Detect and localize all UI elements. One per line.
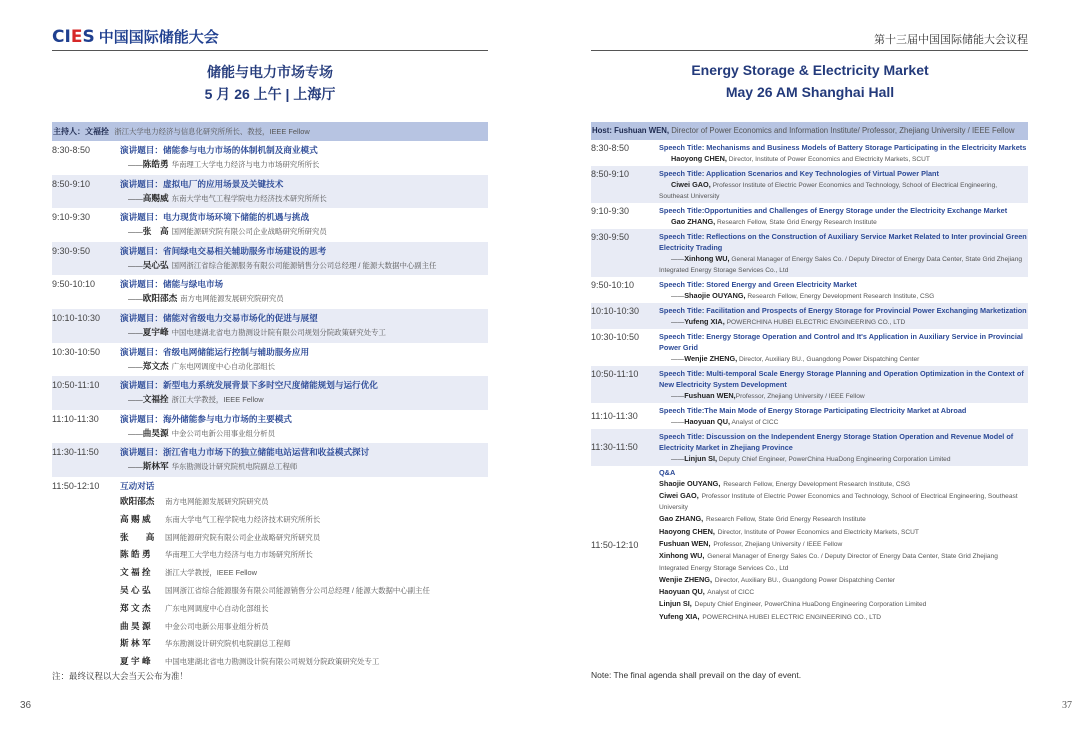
session-row [52, 309, 488, 343]
session-content [659, 303, 1028, 329]
session-row [52, 208, 488, 242]
host-title: Director of Power Economics and Information Institute/ Professor, Zhejiang University / IEEE Fellow [669, 126, 1015, 135]
speech-title: Speech Title:Opportunities and Challenges of Energy Storage under the Electricity Exchange Market [659, 205, 1008, 215]
panelist [659, 538, 1028, 550]
panelist-name: 高 赐 威 [120, 513, 151, 524]
panelist [120, 529, 488, 547]
speaker-line [659, 453, 1028, 466]
speaker-name: 吴心弘 [142, 259, 169, 270]
panelist-affiliation: POWERCHINA HUBEI ELECTRIC ENGINEERING CO., LTD [700, 613, 882, 621]
panelist [120, 511, 488, 529]
speaker-name: Gao ZHANG, [671, 216, 716, 226]
session-content [120, 309, 488, 343]
speech-title: Speech Title: Application Scenarios and Key Technologies of Virtual Power Plant [659, 168, 939, 178]
speech-title: Speech Title: Stored Energy and Green Electricity Market [659, 279, 857, 289]
speaker-line [659, 416, 1028, 429]
panelist-name: Yufeng XIA, [659, 611, 700, 621]
session-row [591, 403, 1028, 429]
panelist [659, 598, 1028, 610]
panelist-name: Fushuan WEN, [659, 538, 711, 548]
speaker-line [659, 153, 1028, 166]
speaker-name: Shaojie OUYANG, [684, 290, 746, 300]
session-content [659, 229, 1028, 277]
speaker-line [120, 224, 488, 242]
session-row [52, 242, 488, 276]
panelist [120, 582, 488, 600]
page-number: 36 [20, 700, 32, 711]
panelist-name: 斯 林 军 [120, 638, 151, 649]
dash: —— [128, 294, 143, 304]
time-slot: 8:30-8:50 [591, 142, 630, 153]
speaker-affiliation: 国网浙江省综合能源服务有限公司能源销售分公司总经理 / 能源大数据中心副主任 [171, 260, 437, 270]
panelist-name: 陈 皓 勇 [120, 549, 151, 560]
speaker-line [659, 390, 1028, 403]
header-divider [52, 50, 488, 51]
dash: —— [671, 418, 685, 426]
speaker-line [120, 157, 488, 175]
session-content [659, 277, 1028, 303]
session-row [52, 275, 488, 309]
speaker-line [659, 353, 1028, 366]
panelist [659, 526, 1028, 538]
session-content [659, 203, 1028, 229]
speaker-name: 文福拴 [142, 394, 169, 405]
time-slot: 8:50-9:10 [52, 178, 91, 189]
time-slot: 11:50-12:10 [591, 540, 639, 551]
speech-title: 演讲题目：储能参与电力市场的体制机制及商业模式 [120, 145, 318, 155]
speaker-line [120, 459, 488, 477]
speaker-affiliation: 浙江大学教授，IEEE Fellow [171, 395, 264, 405]
speaker-affiliation: Professor, Zhejiang University / IEEE Fellow [735, 392, 865, 400]
panelist-name: Linjun SI, [659, 599, 692, 609]
time-slot: 9:10-9:30 [52, 212, 91, 223]
session-content [120, 141, 488, 175]
speaker-affiliation: 华东勘测设计研究院机电院副总工程师 [171, 462, 298, 472]
page-title: Energy Storage & Electricity Market [691, 62, 929, 78]
speech-title: 演讲题目：电力现货市场环境下储能的机遇与挑战 [120, 212, 310, 223]
speaker-line [120, 426, 488, 444]
time-slot: 11:30-11:50 [52, 447, 99, 458]
panelist-affiliation: 东南大学电气工程学院电力经济技术研究所所长 [165, 514, 321, 524]
panelist-list [120, 493, 488, 673]
panelist-affiliation: 广东电网调度中心自动化部组长 [165, 603, 269, 613]
speaker-affiliation: Analyst of CICC [730, 418, 779, 426]
page-number: 37 [1062, 700, 1072, 711]
panelist [120, 493, 488, 511]
speaker-line [120, 258, 488, 276]
speech-title: Speech Title:The Main Mode of Energy Storage Participating Electricity Market at Abroad [659, 405, 967, 415]
panelist [659, 550, 1028, 574]
session-row [591, 366, 1028, 403]
speaker-line [659, 290, 1028, 303]
host-label: 主持人： [53, 127, 85, 136]
panelist-name: 夏 宇 峰 [120, 656, 151, 667]
speech-title: Speech Title: Facilitation and Prospects of Energy Storage for Provincial Power Exchanging Marketization [659, 305, 1027, 315]
panelist-name: Wenjie ZHENG, [659, 574, 712, 584]
qa-label: 互动对话 [120, 480, 155, 491]
session-row [52, 443, 488, 477]
speaker-affiliation: 南方电网能源发展研究院研究员 [180, 294, 284, 304]
panelist [120, 635, 488, 653]
speaker-line [120, 359, 488, 377]
panelist-name: 曲 昊 源 [120, 620, 151, 631]
time-slot: 10:30-10:50 [591, 331, 640, 342]
session-content [659, 429, 1028, 466]
panelist-name: Haoyuan QU, [659, 587, 705, 597]
speaker-affiliation: 国网能源研究院有限公司企业战略研究所研究员 [171, 227, 327, 237]
speaker-name: Yufeng XIA, [684, 316, 725, 326]
session-content [659, 166, 1028, 203]
time-slot: 9:50-10:10 [591, 279, 635, 290]
panelist-affiliation: 浙江大学教授，IEEE Fellow [165, 568, 257, 578]
speech-title: 演讲题目：省间绿电交易相关辅助服务市场建设的思考 [120, 245, 327, 256]
panelist-affiliation: 南方电网能源发展研究院研究员 [165, 496, 269, 506]
session-content [659, 329, 1028, 366]
speech-title: 演讲题目：海外储能参与电力市场的主要模式 [120, 413, 292, 424]
speaker-name: 郑文杰 [142, 360, 169, 371]
panelist [659, 478, 1028, 490]
dash: —— [128, 227, 143, 237]
session-content [120, 275, 488, 309]
qa-row [591, 466, 1028, 626]
time-slot: 10:50-11:10 [591, 368, 639, 379]
speaker-affiliation: POWERCHINA HUBEI ELECTRIC ENGINEERING CO., LTD [724, 318, 906, 326]
speaker-name: Ciwei GAO, [671, 179, 711, 189]
time-slot: 9:30-9:50 [52, 245, 91, 256]
time-slot: 10:10-10:30 [591, 305, 640, 316]
panelist-affiliation: Analyst of CICC [705, 589, 755, 597]
speaker-affiliation: Director, Auxiliary BU., Guangdong Power Dispatching Center [737, 355, 920, 363]
host-label: Host: Fushuan WEN, [592, 126, 670, 135]
time-slot: 10:50-11:10 [52, 380, 100, 391]
session-content [659, 366, 1028, 403]
dash: —— [671, 255, 685, 263]
dash: —— [671, 355, 685, 363]
speaker-affiliation: 广东电网调度中心自动化部组长 [171, 361, 276, 371]
dash: —— [671, 455, 685, 463]
time-slot: 9:30-9:50 [591, 231, 630, 242]
speech-title: 演讲题目：新型电力系统发展背景下多时空尺度储能规划与运行优化 [120, 380, 378, 391]
speaker-affiliation: General Manager of Energy Sales Co. / Deputy Director of Energy Data Center, State Grid Zhejiang Integrated Energy Storage Services Co., Ltd [659, 255, 1023, 274]
dash: —— [128, 361, 143, 371]
speaker-affiliation: Research Fellow, Energy Development Research Institute, CSG [745, 292, 935, 300]
panelist-affiliation: Research Fellow, Energy Development Research Institute, CSG [721, 480, 911, 488]
dash: —— [128, 160, 143, 169]
speech-title: 演讲题目：浙江省电力市场下的独立储能电站运营和收益模式探讨 [120, 447, 370, 458]
speaker-line [120, 325, 488, 343]
time-slot: 11:10-11:30 [591, 410, 638, 421]
panelist-affiliation: Research Fellow, State Grid Energy Research Institute [704, 516, 866, 524]
panelist [659, 586, 1028, 598]
dash: —— [128, 428, 143, 438]
page-title: 储能与电力市场专场 [207, 64, 333, 80]
speaker-name: Xinhong WU, [684, 253, 730, 263]
panelist-name: Ciwei GAO, [659, 490, 699, 500]
session-row [591, 229, 1028, 277]
time-slot: 11:50-12:10 [52, 480, 100, 491]
speaker-affiliation: 华南理工大学电力经济与电力市场研究所所长 [171, 160, 320, 169]
speech-title: Speech Title: Discussion on the Independent Energy Storage Station Operation and Revenue Model of Electricity Market in Zhejiang Province [659, 431, 1014, 452]
session-content [120, 410, 488, 444]
speaker-line [659, 316, 1028, 329]
session-content [659, 403, 1028, 429]
speaker-name: Linjun SI, [684, 453, 718, 463]
speaker-line [659, 216, 1028, 229]
panelist [659, 574, 1028, 586]
time-slot: 8:50-9:10 [591, 168, 630, 179]
page-subtitle: May 26 AM Shanghai Hall [725, 84, 895, 100]
panelist-name: 欧阳邵杰 [120, 495, 155, 506]
speech-title: 演讲题目：储能对省级电力交易市场化的促进与展望 [120, 312, 318, 323]
session-row [591, 277, 1028, 303]
session-content [120, 343, 488, 377]
speech-title: Speech Title: Mechanisms and Business Models of Battery Storage Participating in the Electricity Markets [659, 142, 1027, 152]
dash: —— [671, 318, 685, 326]
speaker-affiliation: 中国电建湖北省电力勘测设计院有限公司规划分院政策研究处专工 [171, 327, 386, 337]
speaker-line [659, 253, 1028, 277]
panelist-affiliation: Director, Institute of Power Economics and Electricity Markets, SCUT [715, 528, 919, 536]
dash: —— [671, 292, 685, 300]
panelist-affiliation: 国网能源研究院有限公司企业战略研究所研究员 [165, 532, 321, 542]
panelist [120, 564, 488, 582]
session-content [120, 175, 488, 209]
speaker-affiliation: 中金公司电新公用事业组分析员 [171, 428, 276, 438]
panelist-affiliation: 华东勘测设计研究院机电院副总工程师 [165, 639, 291, 649]
header-divider [591, 50, 1028, 51]
logo-text: 中国国际储能大会 [98, 29, 219, 46]
time-slot: 10:30-10:50 [52, 346, 101, 357]
panelist [659, 513, 1028, 525]
session-row [591, 329, 1028, 366]
session-row [52, 410, 488, 444]
footnote: Note: The final agenda shall prevail on the day of event. [591, 670, 802, 680]
session-row [591, 429, 1028, 466]
speaker-line [659, 179, 1028, 203]
panelist-name: Shaojie OUYANG, [659, 478, 721, 488]
panelist [120, 653, 488, 671]
dash: —— [128, 395, 143, 405]
speaker-affiliation: 东南大学电气工程学院电力经济技术研究所所长 [171, 193, 327, 203]
qa-row [52, 477, 488, 673]
session-row [591, 203, 1028, 229]
panelist [120, 600, 488, 618]
dash: —— [671, 392, 685, 400]
panelist-name: Haoyong CHEN, [659, 526, 715, 536]
host-title: 浙江大学电力经济与信息化研究所所长、教授，IEEE Fellow [114, 127, 310, 136]
host-row [52, 122, 488, 141]
session-content [659, 140, 1028, 166]
speech-title: 演讲题目：省级电网储能运行控制与辅助服务应用 [120, 346, 310, 357]
host-row [591, 122, 1028, 140]
panelist-name: Gao ZHANG, [659, 514, 704, 524]
panelist-affiliation: Professor Institute of Electric Power Economics and Technology, School of Electrical Engineering, Southeast University [659, 492, 1018, 512]
speaker-line [120, 191, 488, 209]
speaker-name: 夏宇峰 [142, 326, 169, 337]
speech-title: Speech Title: Energy Storage Operation and Control and It's Application in Auxiliary Service in Provincial Power Grid [659, 331, 1023, 352]
speech-title: 演讲题目：储能与绿电市场 [120, 279, 224, 290]
time-slot: 8:30-8:50 [52, 145, 91, 155]
agenda-table [591, 122, 1028, 625]
host-name: 文福拴 [85, 127, 109, 136]
dash: —— [128, 462, 143, 472]
speaker-name: Wenjie ZHENG, [684, 353, 738, 363]
session-row [591, 166, 1028, 203]
speaker-name: 张 高 [142, 226, 169, 237]
session-row [591, 303, 1028, 329]
session-row [52, 175, 488, 209]
session-content [120, 443, 488, 477]
session-content [120, 242, 488, 276]
panelist-name: 郑 文 杰 [120, 602, 151, 613]
panelist-affiliation: Deputy Chief Engineer, PowerChina HuaDong Engineering Corporation Limited [692, 601, 927, 609]
speaker-line [120, 392, 488, 410]
panelist-list [659, 478, 1028, 626]
speaker-affiliation: Research Fellow, State Grid Energy Research Institute [715, 218, 877, 226]
agenda-table [52, 122, 488, 673]
cies-logo [52, 26, 219, 47]
speaker-name: 欧阳邵杰 [142, 293, 178, 304]
footnote: 注：最终议程以大会当天公布为准！ [52, 671, 189, 681]
right-page [540, 0, 1080, 732]
speaker-name: 曲昊源 [142, 427, 169, 438]
speaker-name: Haoyuan QU, [684, 416, 731, 426]
logo-mark: CIES [52, 26, 95, 47]
session-content [120, 376, 488, 410]
dash: —— [128, 327, 143, 337]
panelist-affiliation: 国网浙江省综合能源服务有限公司能源销售分公司总经理 / 能源大数据中心副主任 [165, 585, 430, 595]
panelist-affiliation: 中国电建湖北省电力勘测设计院有限公司规划分院政策研究处专工 [165, 657, 380, 667]
speech-title: Speech Title: Multi-temporal Scale Energy Storage Planning and Operation Optimization in the Context of New Electricity System Development [659, 368, 1024, 389]
speaker-line [120, 291, 488, 309]
speaker-affiliation: Professor Institute of Electric Power Economics and Technology, School of Electrical Engineering, Southeast University [659, 181, 998, 200]
session-row [52, 141, 488, 175]
panelist-affiliation: Professor, Zhejiang University / IEEE Fellow [711, 540, 843, 548]
speaker-name: 陈皓勇 [142, 159, 169, 169]
time-slot: 11:10-11:30 [52, 413, 99, 424]
panelist-affiliation: 中金公司电新公用事业组分析员 [165, 621, 269, 631]
dash: —— [128, 193, 143, 203]
speaker-affiliation: Deputy Chief Engineer, PowerChina HuaDong Engineering Corporation Limited [717, 455, 951, 463]
panelist [120, 618, 488, 636]
panelist-affiliation: Director, Auxiliary BU., Guangdong Power Dispatching Center [712, 576, 896, 584]
session-row [52, 376, 488, 410]
speaker-name: Haoyong CHEN, [671, 153, 727, 163]
speaker-name: Fushuan WEN, [684, 390, 736, 400]
panelist [659, 490, 1028, 514]
session-content [120, 208, 488, 242]
speaker-name: 高赐威 [142, 192, 169, 203]
panelist-name: 张 高 [120, 531, 155, 542]
panelist-name: 文 福 拴 [120, 567, 151, 578]
time-slot: 10:10-10:30 [52, 312, 101, 323]
time-slot: 9:50-10:10 [52, 279, 96, 290]
time-slot: 9:10-9:30 [591, 205, 630, 216]
session-row [52, 343, 488, 377]
running-head: 第十三届中国国际储能大会议程 [874, 34, 1028, 46]
panelist-affiliation: 华南理工大学电力经济与电力市场研究所所长 [165, 550, 313, 560]
speech-title: 演讲题目：虚拟电厂的应用场景及关键技术 [120, 178, 284, 189]
speaker-name: 斯林军 [142, 461, 169, 472]
speaker-affiliation: Director, Institute of Power Economics and Electricity Markets, SCUT [726, 155, 930, 163]
speech-title: Speech Title: Reflections on the Construction of Auxiliary Service Market Related to Inter provincial Green Electricity Trading [659, 231, 1027, 252]
qa-label: Q&A [659, 467, 676, 477]
dash: —— [128, 260, 143, 270]
panelist [120, 546, 488, 564]
panelist-name: 吴 心 弘 [120, 584, 151, 595]
page-subtitle: 5 月 26 上午 | 上海厅 [204, 86, 336, 102]
panelist-name: Xinhong WU, [659, 551, 705, 561]
panelist [659, 611, 1028, 623]
session-row [591, 140, 1028, 166]
panelist-affiliation: General Manager of Energy Sales Co. / Deputy Director of Energy Data Center, State Grid Zhejiang Integrated Energy Storage Services Co., Ltd [659, 553, 998, 572]
time-slot: 11:30-11:50 [591, 442, 638, 452]
